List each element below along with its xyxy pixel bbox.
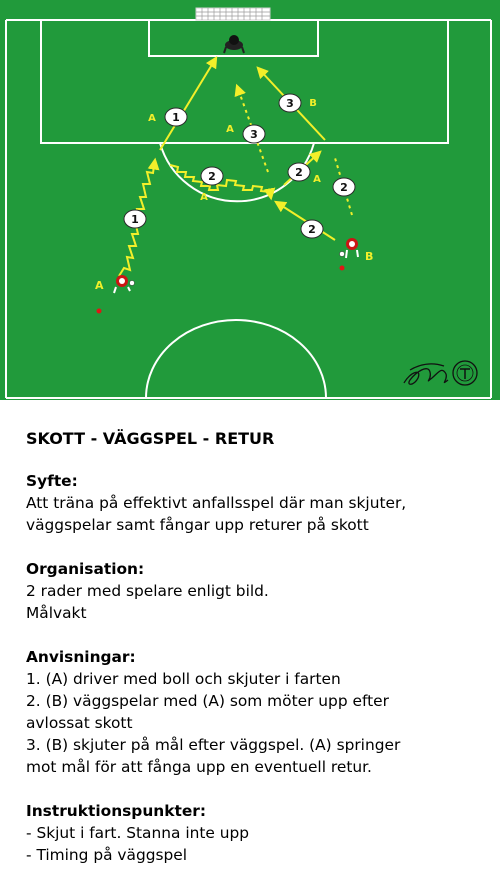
section-heading: Syfte: (26, 472, 78, 490)
action-number: 2 (308, 223, 316, 236)
section-line: avlossat skott (26, 714, 133, 732)
player-label-a: A (95, 279, 104, 292)
action-number: 2 (208, 170, 216, 183)
pitch-background (0, 0, 500, 405)
pitch-diagram (0, 0, 500, 405)
action-number: 1 (172, 111, 180, 124)
section-heading: Organisation: (26, 560, 145, 578)
section-line: - Skjut i fart. Stanna inte upp (26, 824, 250, 842)
goal-net-icon (196, 8, 270, 20)
action-number-badge (301, 220, 323, 238)
section-instruktionspunkter (26, 800, 496, 866)
action-player-label: A (226, 124, 234, 135)
cone-marker (97, 309, 102, 314)
ball-icon (130, 281, 135, 286)
section-line: Att träna på effektivt anfallsspel där man skjuter, (26, 494, 407, 512)
page-title: SKOTT - VÄGGSPEL - RETUR (26, 429, 275, 448)
section-line: - Timing på väggspel (26, 846, 188, 864)
section-line: väggspelar samt fångar upp returer på skott (26, 516, 369, 534)
section-organisation (26, 558, 496, 624)
club-crest-icon (453, 361, 477, 385)
action-player-label: B (309, 98, 317, 109)
description-panel (26, 428, 496, 888)
action-number: 2 (340, 181, 348, 194)
section-line: mot mål för att fånga upp en eventuell retur. (26, 758, 372, 776)
section-heading: Instruktionspunkter: (26, 802, 207, 820)
action-number: 3 (250, 128, 258, 141)
section-syfte (26, 470, 496, 536)
section-line: 3. (B) skjuter på mål efter väggspel. (A) springer (26, 736, 401, 754)
section-line: 2. (B) väggspelar med (A) som möter upp efter (26, 692, 389, 710)
action-number: 3 (286, 97, 294, 110)
action-player-label: A (148, 113, 156, 124)
action-number-badge (333, 178, 355, 196)
action-player-label: A (200, 192, 208, 203)
action-number: 1 (131, 213, 139, 226)
section-line: 2 rader med spelare enligt bild. (26, 582, 269, 600)
cone-marker (340, 266, 345, 271)
action-number: 2 (295, 166, 303, 179)
section-line: Målvakt (26, 604, 87, 622)
section-line: 1. (A) driver med boll och skjuter i farten (26, 670, 341, 688)
section-anvisningar (26, 646, 496, 778)
action-player-label: A (313, 174, 321, 185)
ball-icon (340, 252, 345, 257)
player-label-b: B (365, 250, 374, 263)
action-number-badge (124, 210, 146, 228)
section-heading: Anvisningar: (26, 648, 136, 666)
